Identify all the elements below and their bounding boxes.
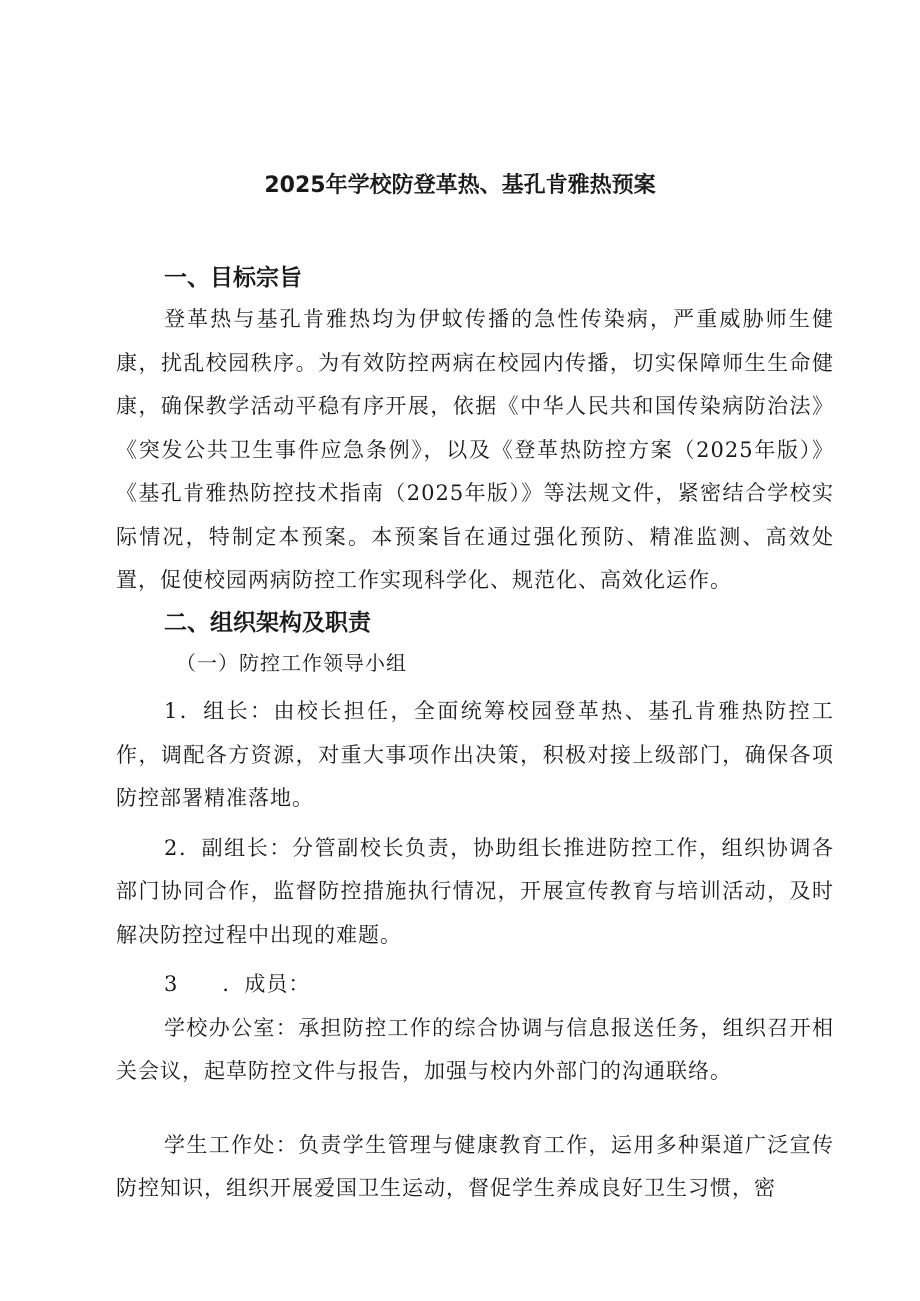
member-school-office: 学校办公室：承担防控工作的综合协调与信息报送任务，组织召开相关会议，起草防控文件与报告，加强与校内外部门的沟通联络。 [116, 1015, 834, 1083]
item-members: 3 ．成员： [164, 972, 311, 996]
subsection-heading: （一）防控工作领导小组 [176, 651, 407, 675]
document-title: 2025年学校防登革热、基孔肯雅热预案 [264, 173, 656, 198]
section-1-body: 登革热与基孔肯雅热均为伊蚊传播的急性传染病，严重威胁师生健康，扰乱校园秩序。为有效防控两病在校园内传播，切实保障师生生命健康，确保教学活动平稳有序开展，依据《中华人民共和国传染病防治法》《突发公共卫生事件应急条例》，以及《登革热防控方案（2025年版）》《基孔肯雅热防控技术指南（2025年版）》等法规文件，紧密结合学校实际情况，特制定本预案。本预案旨在通过强化预防、精准监测、高效处置，促使校园两病防控工作实现科学化、规范化、高效化运作。 [116, 307, 834, 592]
section-1 [116, 258, 834, 603]
section-1-heading: 一、目标宗旨 [164, 265, 302, 291]
member-student-affairs: 学生工作处：负责学生管理与健康教育工作，运用多种渠道广泛宣传防控知识，组织开展爱国卫生运动，督促学生养成良好卫生习惯，密 [116, 1132, 834, 1200]
item-deputy-leader: 2．副组长：分管副校长负责，协助组长推进防控工作，组织协调各部门协同合作，监督防控措施执行情况，开展宣传教育与培训活动，及时解决防控过程中出现的难题。 [116, 835, 834, 947]
section-2-heading: 二、组织架构及职责 [164, 610, 371, 636]
section-2 [116, 603, 834, 683]
section-2-items [116, 690, 834, 1211]
item-leader: 1．组长：由校长担任，全面统筹校园登革热、基孔肯雅热防控工作，调配各方资源，对重大事项作出决策，积极对接上级部门，确保各项防控部署精准落地。 [116, 699, 834, 810]
